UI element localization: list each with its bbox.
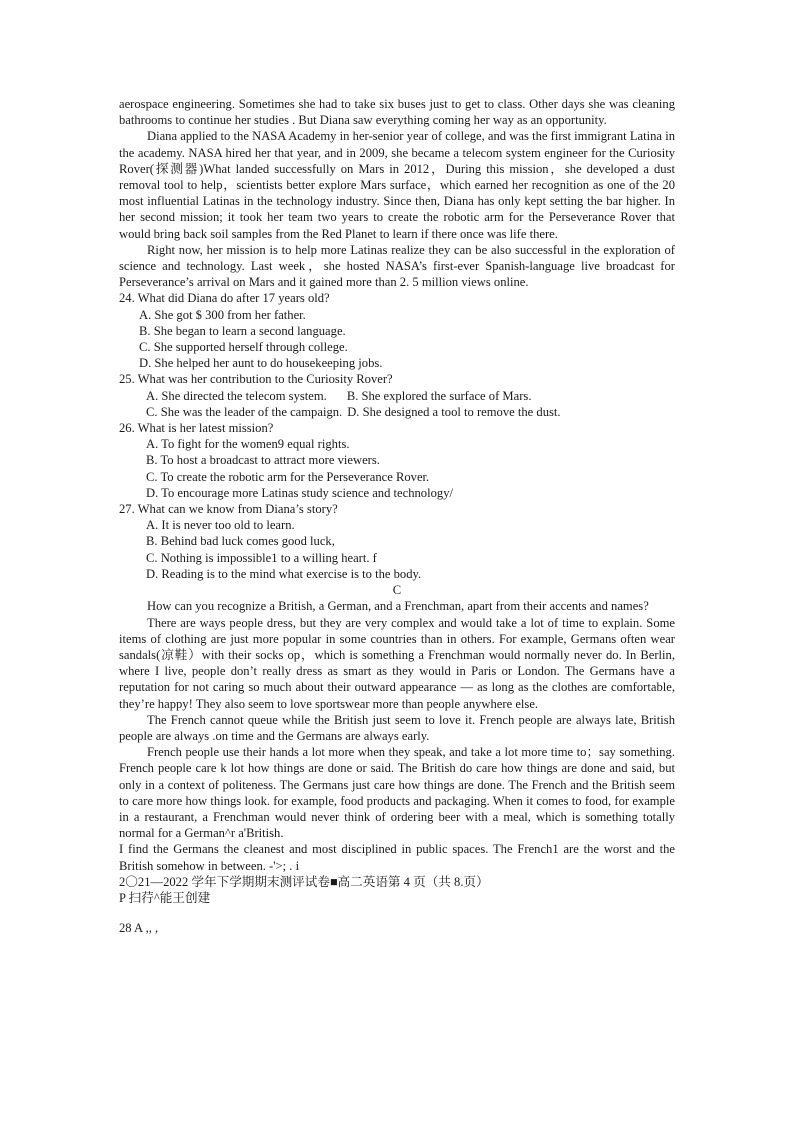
option-d: D. To encourage more Latinas study science and technology/ <box>146 485 453 500</box>
page-content <box>119 96 675 936</box>
option-b: B. She began to learn a second language. <box>139 323 346 338</box>
option-d: D. She helped her aunt to do housekeeping jobs. <box>139 356 383 371</box>
question-24 <box>119 290 675 371</box>
option-c: C. Nothing is impossible1 to a willing heart. f <box>146 550 377 565</box>
passage-paragraph: French people use their hands a lot more when they speak, and take a lot more time to；say something. French people care k lot how things are done or said. The British do care how things are done and said, but only in a context of politeness. The Germans just care how things are done. The French and the British seem to care more how things look. for example, food products and packaging. When it comes to food, for example in a restaurant, a Frenchman would never think of ordering beer with a meal, which is something totally normal for a German^r a'British. <box>119 745 675 841</box>
question-stem: 25. What was her contribution to the Curiosity Rover? <box>119 372 393 387</box>
scanner-watermark: P 扫荇^能王创建 <box>119 890 211 905</box>
spacer <box>119 906 675 920</box>
question-stem: 24. What did Diana do after 17 years old? <box>119 291 330 306</box>
section-label: C <box>392 583 402 598</box>
option-b: B. To host a broadcast to attract more viewers. <box>146 453 380 468</box>
option-d: D. She designed a tool to remove the dust. <box>347 404 561 419</box>
option-c: C. She was the leader of the campaign. <box>146 404 343 419</box>
question-stem: 26. What is her latest mission? <box>119 421 274 436</box>
option-a: A. To fight for the women9 equal rights. <box>146 437 350 452</box>
exam-footer: 2〇21—2022 学年下学期期末测评试卷■高二英语第 4 页（共 8.页） <box>119 874 489 889</box>
question-25 <box>119 371 675 420</box>
passage-paragraph: Right now, her mission is to help more Latinas realize they can be also successful in the exploration of science and technology. Last week，she hosted NASA’s first-ever Spanish-language live broadcast for Perseverance’s arrival on Mars and it gained more than 2. 5 million views online. <box>119 242 675 290</box>
passage-paragraph: The French cannot queue while the British just seem to love it. French people are always late, British people are always .on time and the Germans are always early. <box>119 712 675 743</box>
question-28-fragment: 28 A ,, , <box>119 921 159 936</box>
passage-paragraph: How can you recognize a British, a German, and a Frenchman, apart from their accents and names? <box>147 599 649 614</box>
option-b: B. She explored the surface of Mars. <box>346 388 532 403</box>
option-a: A. She got $ 300 from her father. <box>139 307 306 322</box>
option-row <box>119 388 675 404</box>
question-27 <box>119 501 675 582</box>
passage-paragraph: Diana applied to the NASA Academy in her-senior year of college, and was the first immigrant Latina in the academy. NASA hired her that year, and in 2009, she became a telecom system engineer for the Curiosity Rover(探测器)What landed successfully on Mars in 2012，During this mission，she developed a dust removal tool to help，scientists better explore Mars surface，which earned her recognition as one of the 20 most influential Latinas in the technology industry. Since then, Diana has only kept setting the bar higher. In her second mission; it took her team two years to create the robotic arm for the Perseverance Rover that would bring back soil samples from the Red Planet to learn if there once was life there. <box>119 129 675 241</box>
passage-paragraph: I find the Germans the cleanest and most disciplined in public spaces. The French1 are the worst and the British somehow in between. -'>; . i <box>119 842 675 873</box>
option-a: A. She directed the telecom system. <box>146 388 327 403</box>
question-26 <box>119 420 675 501</box>
option-c: C. She supported herself through college. <box>139 340 348 355</box>
option-d: D. Reading is to the mind what exercise is to the body. <box>146 566 422 581</box>
passage-paragraph: There are ways people dress, but they are very complex and would take a lot of time to explain. Some items of clothing are just more popular in some countries than in others. For example, Germans often wear sandals(凉鞋）with their socks op，which is something a Frenchman would normally never do. In Berlin, where I live, people don’t really dress as smart as they would in Paris or London. The Germans have a reputation for not caring so much about their outward appearance — as long as the clothes are comfortable, they’re happy! They also seem to love sportswear more than people anywhere else. <box>119 615 675 711</box>
option-c: C. To create the robotic arm for the Perseverance Rover. <box>146 469 430 484</box>
question-stem: 27. What can we know from Diana’s story? <box>119 502 338 517</box>
passage-paragraph: aerospace engineering. Sometimes she had to take six buses just to get to class. Other days she was cleaning bathrooms to continue her studies . But Diana saw everything coming her way as an opportunity. <box>119 97 675 128</box>
option-a: A. It is never too old to learn. <box>146 518 295 533</box>
option-row <box>119 404 675 420</box>
option-b: B. Behind bad luck comes good luck, <box>146 534 335 549</box>
